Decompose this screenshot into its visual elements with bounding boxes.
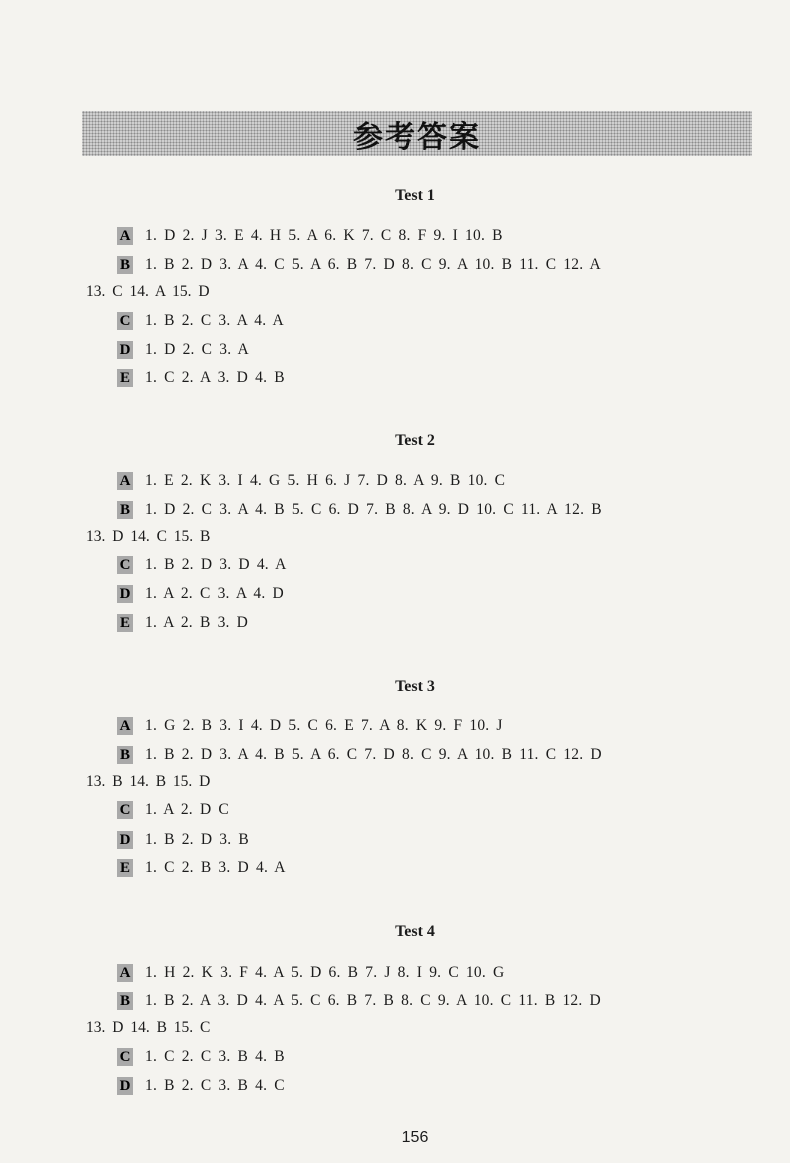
page-heading: 参考答案 xyxy=(353,119,481,155)
answer-row-e xyxy=(117,857,286,879)
page-number: 156 xyxy=(401,1129,429,1146)
answer-continuation: 13. C 14. A 15. D xyxy=(86,283,210,300)
section-letter-badge: B xyxy=(117,256,133,274)
section-letter-badge: E xyxy=(117,614,133,632)
test-title: Test 4 xyxy=(395,923,435,940)
section-letter-badge: E xyxy=(117,369,133,387)
answer-list: 1. C 2. B 3. D 4. A xyxy=(145,859,286,876)
section-letter-badge: A xyxy=(117,964,133,982)
section-letter-badge: D xyxy=(117,831,133,849)
answer-list: 1. B 2. C 3. B 4. C xyxy=(145,1077,285,1094)
answer-row-a xyxy=(117,470,505,492)
section-letter-badge: D xyxy=(117,341,133,359)
answer-list: 1. D 2. J 3. E 4. H 5. A 6. K 7. C 8. F 9. I 10. B xyxy=(145,227,503,244)
answer-list: 1. E 2. K 3. I 4. G 5. H 6. J 7. D 8. A 9. B 10. C xyxy=(145,472,506,489)
test-title: Test 2 xyxy=(395,432,435,449)
heading-banner xyxy=(82,111,752,156)
answer-list: 1. C 2. C 3. B 4. B xyxy=(145,1048,285,1065)
answer-row-c xyxy=(117,799,229,821)
answer-list: 1. B 2. D 3. D 4. A xyxy=(145,556,287,573)
answer-continuation: 13. D 14. C 15. B xyxy=(86,528,211,545)
section-letter-badge: E xyxy=(117,859,133,877)
answer-list: 1. B 2. D 3. A 4. B 5. A 6. C 7. D 8. C 9. A 10. B 11. C 12. D xyxy=(145,746,602,763)
section-letter-badge: C xyxy=(117,556,133,574)
section-letter-badge: C xyxy=(117,312,133,330)
answer-row-d xyxy=(117,339,249,361)
section-letter-badge: D xyxy=(117,1077,133,1095)
answer-list: 1. B 2. C 3. A 4. A xyxy=(145,312,284,329)
answer-continuation: 13. B 14. B 15. D xyxy=(86,773,211,790)
answer-row-c xyxy=(117,310,284,332)
answer-row-d xyxy=(117,829,249,851)
answer-continuation: 13. D 14. B 15. C xyxy=(86,1019,211,1036)
answer-list: 1. G 2. B 3. I 4. D 5. C 6. E 7. A 8. K 9. F 10. J xyxy=(145,717,503,734)
section-letter-badge: A xyxy=(117,717,133,735)
test-title: Test 3 xyxy=(395,678,435,695)
answer-row-b xyxy=(117,744,602,766)
answer-list: 1. B 2. A 3. D 4. A 5. C 6. B 7. B 8. C 9. A 10. C 11. B 12. D xyxy=(145,992,601,1009)
answer-list: 1. B 2. D 3. A 4. C 5. A 6. B 7. D 8. C 9. A 10. B 11. C 12. A xyxy=(145,256,601,273)
answer-row-e xyxy=(117,612,248,634)
answer-row-c xyxy=(117,1046,285,1068)
answer-row-a xyxy=(117,962,504,984)
answer-row-c xyxy=(117,554,287,576)
section-letter-badge: A xyxy=(117,227,133,245)
answer-row-b xyxy=(117,499,602,521)
answer-list: 1. D 2. C 3. A xyxy=(145,341,249,358)
section-letter-badge: A xyxy=(117,472,133,490)
answer-list: 1. A 2. D C xyxy=(145,801,229,818)
answer-row-d xyxy=(117,583,284,605)
answer-row-a xyxy=(117,715,503,737)
answer-row-d xyxy=(117,1075,285,1097)
answer-list: 1. A 2. C 3. A 4. D xyxy=(145,585,284,602)
answer-row-e xyxy=(117,367,285,389)
answer-list: 1. D 2. C 3. A 4. B 5. C 6. D 7. B 8. A 9. D 10. C 11. A 12. B xyxy=(145,501,602,518)
section-letter-badge: C xyxy=(117,801,133,819)
answer-list: 1. A 2. B 3. D xyxy=(145,614,249,631)
section-letter-badge: D xyxy=(117,585,133,603)
test-title: Test 1 xyxy=(395,187,435,204)
answer-row-a xyxy=(117,225,503,247)
answer-row-b xyxy=(117,990,601,1012)
answer-row-b xyxy=(117,254,601,276)
answer-list: 1. B 2. D 3. B xyxy=(145,831,249,848)
answer-list: 1. H 2. K 3. F 4. A 5. D 6. B 7. J 8. I 9. C 10. G xyxy=(145,964,505,981)
answer-list: 1. C 2. A 3. D 4. B xyxy=(145,369,285,386)
section-letter-badge: B xyxy=(117,992,133,1010)
section-letter-badge: B xyxy=(117,746,133,764)
section-letter-badge: B xyxy=(117,501,133,519)
section-letter-badge: C xyxy=(117,1048,133,1066)
